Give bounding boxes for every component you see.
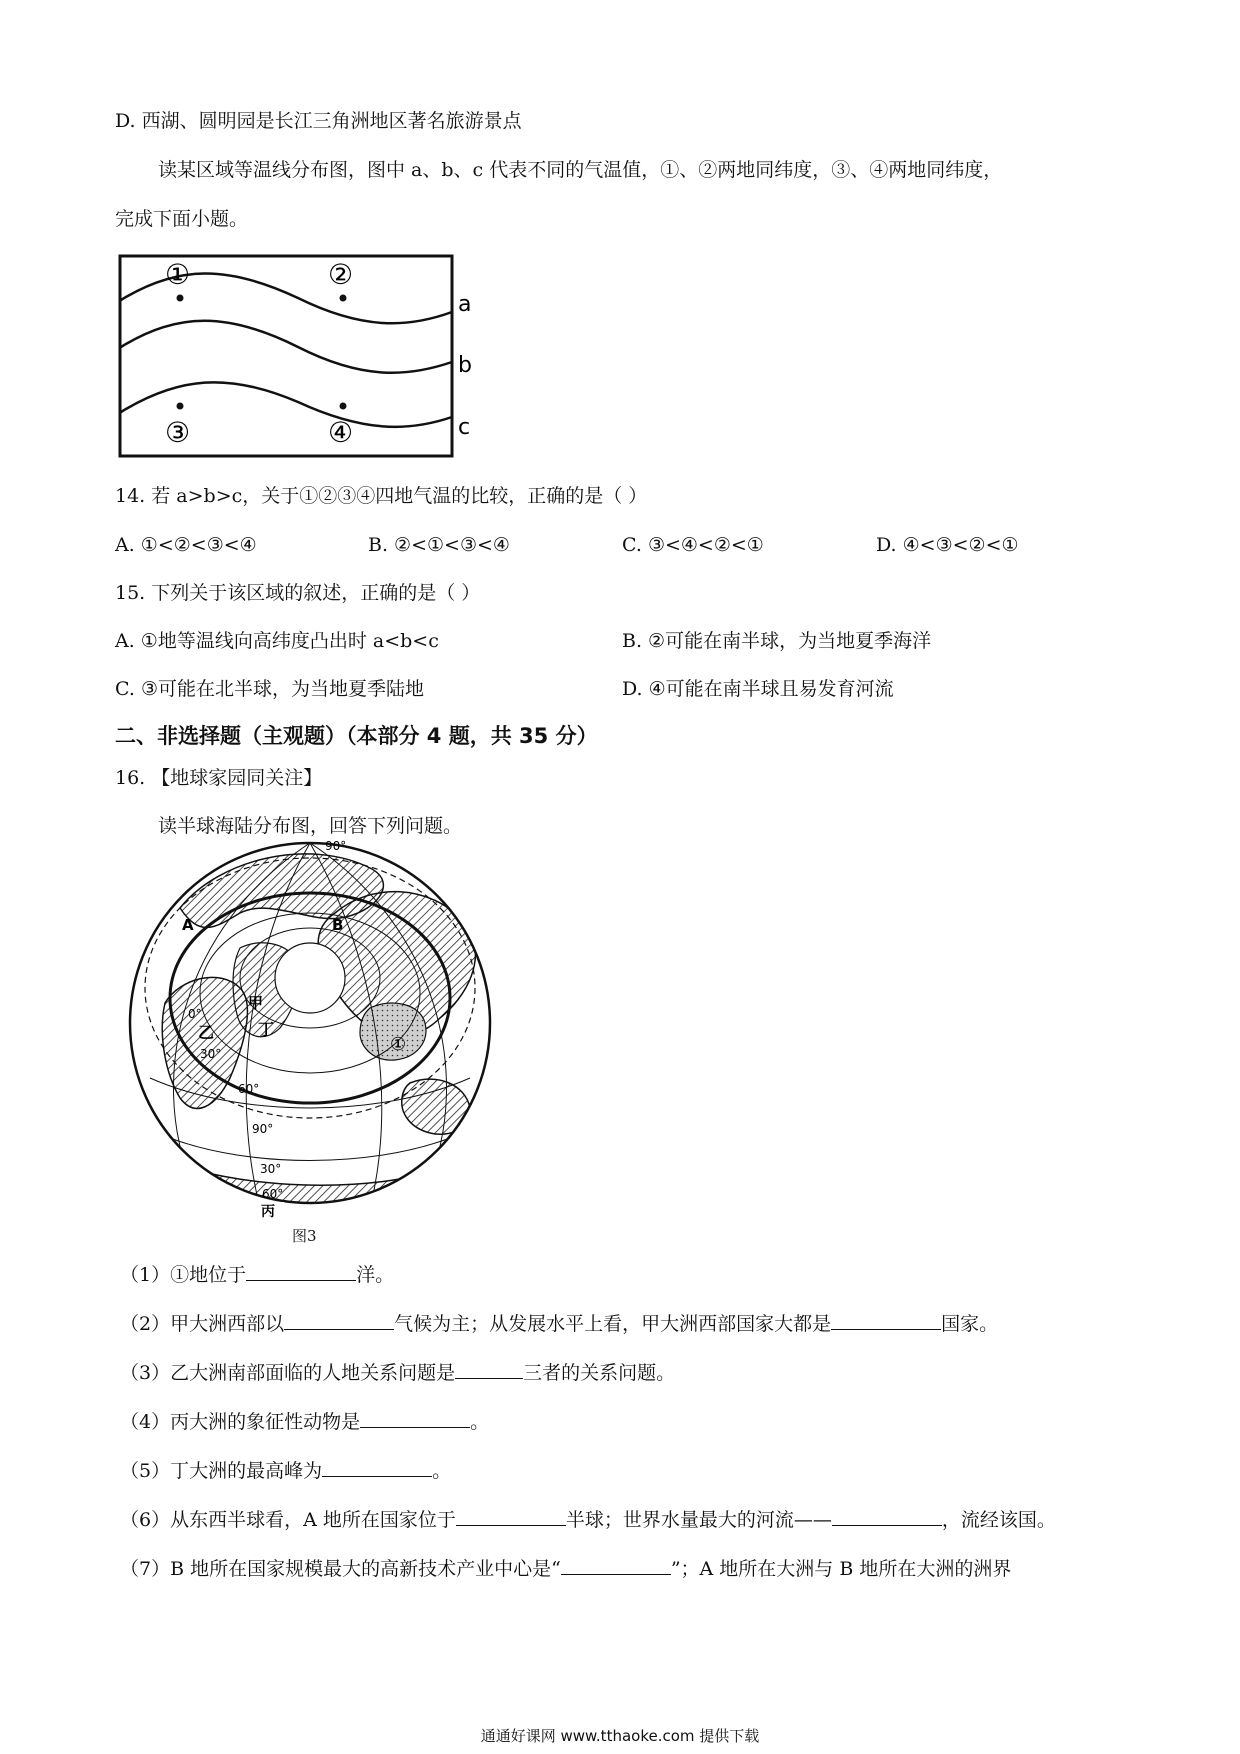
label-circle-1: ① <box>390 1034 407 1055</box>
q14-stem: 14. 若 a>b>c，关于①②③④四地气温的比较，正确的是（ ） <box>115 485 648 507</box>
point-2-dot <box>340 295 347 302</box>
point-4-label: ④ <box>328 416 354 449</box>
q16-sub2-text-b: 气候为主；从发展水平上看，甲大洲西部国家大都是 <box>394 1313 832 1335</box>
q16-title: 16. 【地球家园同关注】 <box>115 767 323 789</box>
isotherm-b <box>121 321 452 373</box>
q16-sub7-text-b: ”；A 地所在大洲与 B 地所在大洲的洲界 <box>670 1558 1012 1580</box>
answer-blank[interactable] <box>322 1458 432 1477</box>
q16-sub3-text-b: 三者的关系问题。 <box>523 1362 676 1384</box>
q16-sub6-text-b: 半球；世界水量最大的河流—— <box>565 1509 832 1531</box>
q16-sub6-text-c: ，流经该国。 <box>941 1509 1056 1531</box>
line-a-label: a <box>458 292 472 317</box>
q16-sub2-text-a: （2）甲大洲西部以 <box>120 1313 285 1335</box>
answer-blank[interactable] <box>561 1556 671 1575</box>
q15-option-a: A. ①地等温线向高纬度凸出时 a<b<c <box>115 630 439 652</box>
q14-option-d: D. ④<③<②<① <box>876 534 1019 556</box>
label-90-top: 90° <box>325 839 347 853</box>
point-1-label: ① <box>165 258 191 291</box>
q16-sub4 <box>120 1409 489 1435</box>
q16-sub1-text-b: 洋。 <box>356 1264 395 1286</box>
q16-sub3 <box>120 1360 675 1386</box>
label-ding: 丁 <box>258 1020 275 1039</box>
option-d-text: D. 西湖、圆明园是长江三角洲地区著名旅游景点 <box>115 110 522 132</box>
isotherm-figure <box>118 254 478 460</box>
label-30deg-bottom: 30° <box>260 1162 282 1176</box>
q14-option-c: C. ③<④<②<① <box>622 534 764 556</box>
q16-sub5-text-b: 。 <box>432 1460 452 1482</box>
figure-caption: 图3 <box>292 1227 317 1245</box>
answer-blank[interactable] <box>456 1507 566 1526</box>
q16-sub2-text-c: 国家。 <box>941 1313 999 1335</box>
q16-sub7 <box>120 1556 1011 1582</box>
label-0deg: 0° <box>188 1007 202 1021</box>
point-3-dot <box>177 403 184 410</box>
q16-sub6 <box>120 1507 1056 1533</box>
q14-option-a: A. ①<②<③<④ <box>115 534 257 556</box>
label-yi: 乙 <box>198 1023 215 1042</box>
point-3-label: ③ <box>165 416 191 449</box>
q16-sub7-text-a: （7）B 地所在国家规模最大的高新技术产业中心是“ <box>120 1558 561 1580</box>
point-1-dot <box>177 295 184 302</box>
q15-option-c: C. ③可能在北半球，为当地夏季陆地 <box>115 678 424 700</box>
intro-text-2: 完成下面小题。 <box>115 208 249 230</box>
answer-blank[interactable] <box>284 1311 394 1330</box>
q16-sub1 <box>120 1262 394 1288</box>
line-b-label: b <box>458 353 472 378</box>
page-footer: 通通好课网 www.tthaoke.com 提供下载 <box>480 1727 760 1745</box>
label-bing: 丙 <box>261 1204 275 1220</box>
q16-sub4-text-a: （4）丙大洲的象征性动物是 <box>120 1411 361 1433</box>
label-jia: 甲 <box>248 994 264 1012</box>
point-4-dot <box>340 403 347 410</box>
label-60deg-left: 60° <box>238 1082 260 1096</box>
answer-blank[interactable] <box>246 1262 356 1281</box>
section-2-heading: 二、非选择题（主观题）（本部分 4 题，共 35 分） <box>115 724 598 748</box>
q16-intro: 读半球海陆分布图，回答下列问题。 <box>158 815 463 837</box>
q14-option-b: B. ②<①<③<④ <box>368 534 510 556</box>
q16-sub2 <box>120 1311 998 1337</box>
q15-option-d: D. ④可能在南半球且易发育河流 <box>622 678 894 700</box>
label-60deg-bottom: 60° <box>262 1187 284 1201</box>
answer-blank[interactable] <box>831 1311 941 1330</box>
label-A: A <box>182 916 194 934</box>
q16-sub5 <box>120 1458 451 1484</box>
q15-option-b: B. ②可能在南半球，为当地夏季海洋 <box>622 630 932 652</box>
label-30deg-left: 30° <box>200 1047 222 1061</box>
point-2-label: ② <box>328 258 354 291</box>
q16-sub1-text-a: （1）①地位于 <box>120 1264 247 1286</box>
label-B: B <box>332 916 344 934</box>
answer-blank[interactable] <box>455 1360 523 1379</box>
answer-blank[interactable] <box>832 1507 942 1526</box>
q16-sub4-text-b: 。 <box>470 1411 490 1433</box>
q16-sub3-text-a: （3）乙大洲南部面临的人地关系问题是 <box>120 1362 456 1384</box>
q15-stem: 15. 下列关于该区域的叙述，正确的是（ ） <box>115 582 481 604</box>
q16-sub6-text-a: （6）从东西半球看，A 地所在国家位于 <box>120 1509 456 1531</box>
q16-sub5-text-a: （5）丁大洲的最高峰为 <box>120 1460 323 1482</box>
hemisphere-map-figure <box>120 828 500 1220</box>
label-90deg-bottom: 90° <box>252 1122 274 1136</box>
answer-blank[interactable] <box>360 1409 470 1428</box>
intro-text-1: 读某区域等温线分布图，图中 a、b、c 代表不同的气温值，①、②两地同纬度，③、④两地同纬度， <box>158 159 1003 181</box>
line-c-label: c <box>458 415 471 440</box>
